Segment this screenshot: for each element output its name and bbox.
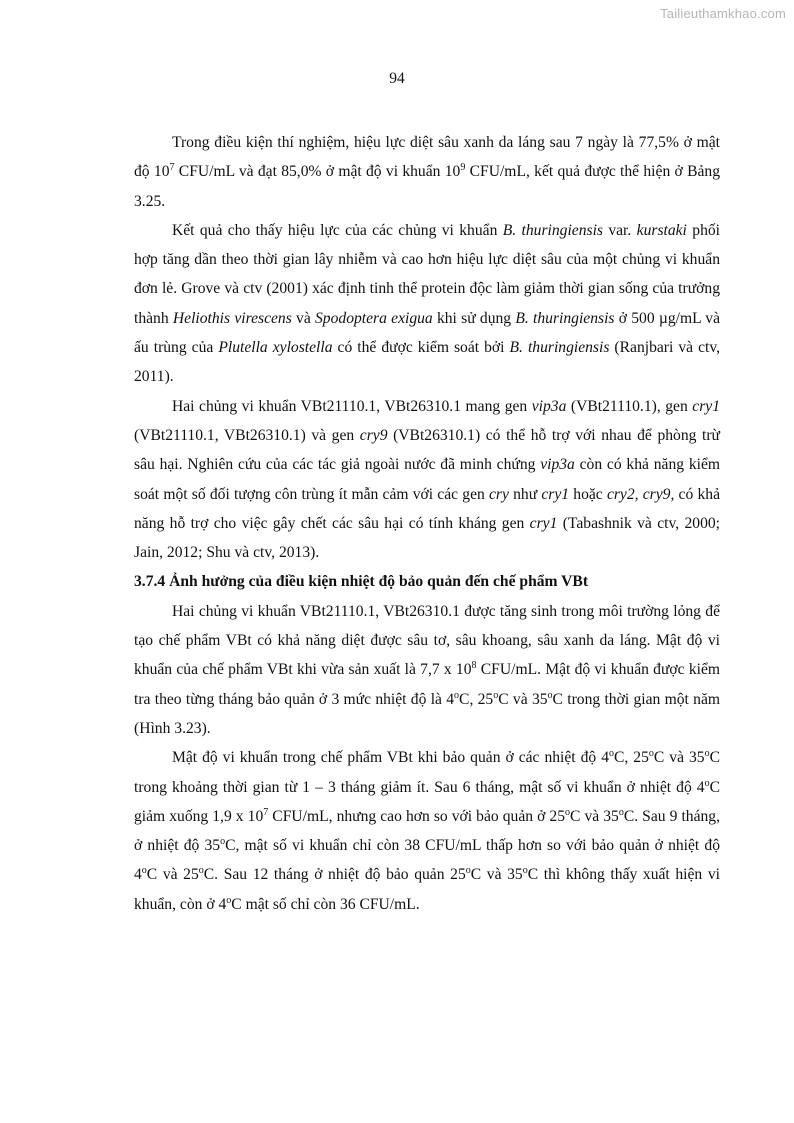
superscript: o [198, 865, 204, 877]
italic-term: Spodoptera exigua [315, 309, 433, 327]
text-run: Hai chủng vi khuẩn VBt21110.1, VBt26310.1 được tăng sinh trong môi trường lỏng để tạo chế phẩm VBt có khả năng diệt được sâu tơ, sâu khoang, sâu xanh da láng. Mật độ vi khuẩn của chế phẩm VBt khi vừa sản xuất là 7,7 x 10 [134, 602, 720, 679]
superscript: o [618, 806, 624, 818]
text-run: C và 35 [498, 690, 548, 708]
text-run: (Tabashnik và ctv, 2000; Jain, 2012; Shu và ctv, 2013). [134, 514, 720, 562]
text-run: C, mật số vi khuẩn chỉ còn 38 CFU/mL thấp hơn so với bảo quản ở nhiệt độ 4 [134, 837, 720, 884]
text-run: CFU/mL. Mật độ vi khuẩn được kiểm tra theo từng tháng bảo quản ở 3 mức nhiệt độ là 4 [134, 661, 720, 708]
page-number: 94 [389, 70, 405, 87]
superscript: 8 [471, 660, 477, 672]
text-run: phối hợp tăng dần theo thời gian lây nhiễm và cao hơn hiệu lực diệt sâu của một chủng vi khuẩn đơn lẻ. Grove và ctv (2001) xác định tinh thể protein độc làm giảm thời gian sống của trưởng thành [134, 221, 720, 327]
text-run: và [291, 309, 315, 327]
italic-term: kurstaki [636, 221, 687, 239]
text-run: (VBt21110.1, VBt26310.1) và gen [134, 426, 360, 444]
superscript: o [226, 894, 232, 906]
text-run: Hai chủng vi khuẩn VBt21110.1, VBt26310.1 mang gen [172, 397, 532, 415]
text-run: C. Sau 12 tháng ở nhiệt độ bảo quản 25 [203, 866, 466, 884]
text-run: C và 35 [570, 807, 619, 825]
superscript: o [522, 865, 528, 877]
text-run: C giảm xuống 1,9 x 10 [134, 778, 720, 825]
text-run: C thì không thấy xuất hiện vi khuẩn, còn ở 4 [134, 866, 720, 913]
text-run: có khả năng hỗ trợ cho việc gây chết các sâu hại có tính kháng gen [134, 485, 720, 532]
text-run: C mật số chỉ còn 36 CFU/mL. [231, 895, 420, 913]
italic-term: Plutella xylostella [218, 339, 333, 357]
superscript: o [547, 689, 553, 701]
italic-term: cry [489, 485, 509, 503]
italic-term: vip3a [531, 397, 567, 415]
italic-term: cry1 [692, 397, 720, 415]
text-run: (Ranjbari và ctv, 2011). [134, 339, 721, 386]
paragraph-combined-strains [134, 216, 720, 392]
text-run: Kết quả cho thấy hiệu lực của các chủng vi khuẩn [172, 221, 503, 239]
text-run: như [508, 485, 542, 503]
superscript: o [454, 689, 460, 701]
text-run: C, 25 [459, 690, 494, 708]
italic-term: cry9 [359, 426, 388, 444]
text-run: có thể được kiểm soát bởi [332, 339, 510, 357]
superscript: o [493, 689, 499, 701]
text-run: C và 25 [146, 866, 199, 884]
text-run: C trong thời gian một năm (Hình 3.23). [134, 690, 720, 737]
paragraph-gene-support [134, 392, 720, 568]
text-run: C và 35 [653, 749, 705, 767]
paragraph-storage-results [134, 743, 720, 919]
text-run: C. Sau 9 tháng, ở nhiệt độ 35 [134, 807, 720, 855]
text-run: khi sử dụng [432, 309, 516, 327]
text-run: var. [602, 221, 637, 239]
text-run: hoặc [569, 485, 607, 503]
superscript: 7 [169, 162, 175, 174]
superscript: o [704, 748, 710, 760]
text-run: CFU/mL, kết quả được thể hiện ở Bảng 3.25. [134, 163, 720, 210]
text-run: C trong khoảng thời gian từ 1 – 3 tháng giảm ít. Sau 6 tháng, mật số vi khuẩn ở nhiệt độ 4 [134, 749, 720, 796]
superscript: o [609, 748, 615, 760]
superscript: o [648, 748, 654, 760]
text-run: Mật độ vi khuẩn trong chế phẩm VBt khi bảo quản ở các nhiệt độ 4 [172, 749, 610, 767]
italic-term: B. thuringiensis [509, 339, 610, 357]
watermark-text: Tailieuthamkhao.com [660, 6, 786, 21]
superscript: o [704, 777, 710, 789]
italic-term: B. thuringiensis [515, 309, 615, 327]
text-run: (VBt21110.1), gen [566, 397, 693, 415]
text-run: ở 500 µg/mL và ấu trùng của [134, 309, 721, 357]
superscript: 7 [263, 806, 269, 818]
section-heading: 3.7.4 Ảnh hưởng của điều kiện nhiệt độ bảo quản đến chế phẩm VBt [134, 573, 589, 591]
text-run: CFU/mL và đạt 85,0% ở mật độ vi khuẩn 10 [174, 163, 461, 181]
superscript: o [220, 835, 226, 847]
superscript: o [141, 865, 147, 877]
italic-term: cry1 [541, 485, 570, 503]
superscript: 9 [460, 162, 466, 174]
text-run: CFU/mL, nhưng cao hơn so với bảo quản ở 25 [268, 807, 565, 825]
italic-term: Heliothis virescens [172, 309, 292, 327]
paragraph-efficacy-results [134, 128, 720, 216]
text-run: còn có khả năng kiểm soát một số đối tượng côn trùng ít mẫn cảm với các gen [134, 456, 721, 503]
document-body [134, 128, 720, 919]
text-run: (VBt26310.1) có thể hỗ trợ với nhau để phòng trừ sâu hại. Nghiên cứu của các tác giả ngoài nước đã minh chứng [134, 426, 720, 474]
text-run: Trong điều kiện thí nghiệm, hiệu lực diệt sâu xanh da láng sau 7 ngày là 77,5% ở mật độ 10 [134, 134, 720, 181]
text-run: C và 35 [470, 866, 523, 884]
superscript: o [465, 865, 471, 877]
superscript: o [565, 806, 570, 818]
italic-term: cry2, cry9, [606, 485, 675, 503]
italic-term: cry1 [529, 514, 558, 532]
italic-term: vip3a [540, 456, 575, 474]
italic-term: B. thuringiensis [502, 221, 603, 239]
paragraph-product-preparation [134, 597, 720, 743]
text-run: C, 25 [614, 749, 649, 767]
